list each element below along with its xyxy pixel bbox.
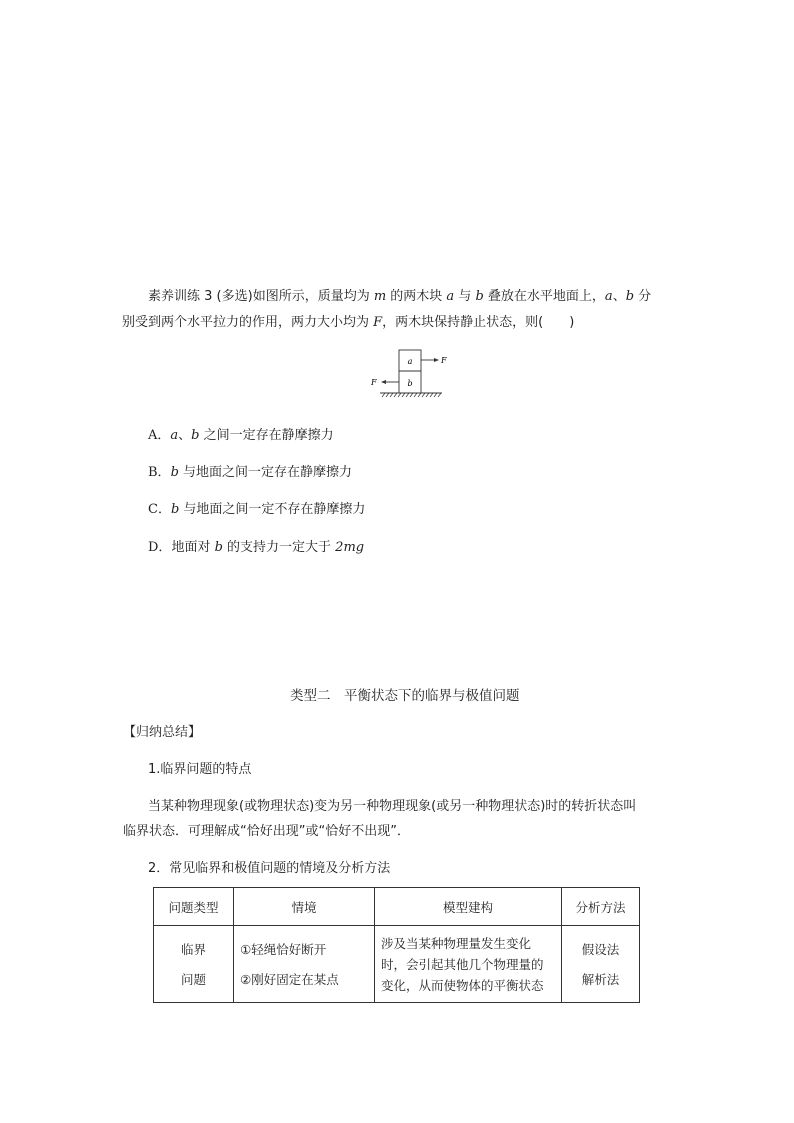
problem-line-1 — [148, 285, 651, 304]
force-left-arrowhead — [381, 380, 386, 384]
problem-label: 素养训练 3 — [148, 289, 213, 304]
problem-text: 别受到两个水平拉力的作用，两力大小均为 — [122, 315, 374, 330]
var-m: m — [373, 289, 387, 304]
subheading-2: 2．常见临界和极值问题的情境及分析方法 — [148, 861, 391, 876]
var-a: a — [446, 289, 455, 304]
model-text: 涉及当某种物理量发生变化时，会引起其他几个物理量的变化，从而使物体的平衡状态 — [381, 935, 544, 993]
method-item: 解析法 — [581, 972, 620, 987]
stacked-blocks-figure — [366, 348, 456, 404]
table-header-row — [154, 888, 640, 926]
option-c — [148, 498, 365, 517]
scene-item: ②刚好固定在某点 — [240, 972, 339, 987]
ground-hatch — [380, 393, 442, 397]
problem-text: 与 — [454, 289, 476, 304]
var-F: F — [373, 315, 383, 330]
header-cell: 问题类型 — [154, 888, 234, 926]
subheading-1: 1.临界问题的特点 — [148, 762, 252, 777]
problem-text: 分 — [634, 289, 652, 304]
var-a: a — [604, 289, 613, 304]
paragraph-line-1: 当某种物理现象(或物理状态)变为另一种物理现象(或另一种物理状态)时的转折状态叫 — [148, 799, 637, 814]
model-cell — [375, 926, 562, 1003]
summary-heading: 【归纳总结】 — [123, 725, 202, 740]
problem-text: 的两木块 — [386, 289, 447, 304]
header-cell: 情境 — [234, 888, 375, 926]
header-cell: 模型建构 — [375, 888, 562, 926]
var-b: b — [170, 502, 180, 517]
option-prefix: C． — [148, 502, 171, 517]
section-title: 类型二 平衡状态下的临界与极值问题 — [290, 688, 520, 704]
option-text: 与地面之间一定存在静摩擦力 — [178, 465, 353, 480]
force-right-label: F — [441, 356, 447, 365]
type-line: 临界 — [180, 942, 206, 957]
separator: 、 — [612, 289, 626, 304]
option-prefix: D． — [148, 540, 172, 555]
value-2mg: 2mg — [335, 540, 365, 555]
var-b: b — [625, 289, 635, 304]
var-b: b — [214, 540, 223, 555]
option-d — [148, 536, 364, 555]
option-prefix: A． — [148, 428, 171, 443]
var-a: a — [170, 428, 179, 443]
block-b-label: b — [407, 379, 413, 388]
var-b: b — [475, 289, 484, 304]
problem-text: (多选)如图所示，质量均为 — [216, 289, 374, 304]
option-prefix: B． — [148, 465, 171, 480]
option-text: 与地面之间一定不存在静摩擦力 — [179, 502, 366, 517]
option-text: 的支持力一定大于 — [222, 540, 336, 555]
force-left-label: F — [371, 378, 377, 387]
type-line: 问题 — [180, 972, 206, 987]
option-a — [148, 424, 334, 443]
paragraph-line-2: 临界状态．可理解成“恰好出现”或“恰好不出现”． — [123, 824, 410, 839]
option-b — [148, 461, 352, 480]
block-a-label: a — [407, 357, 413, 366]
scene-cell — [234, 926, 375, 1003]
scene-item: ①轻绳恰好断开 — [240, 942, 327, 957]
force-right-arrowhead — [434, 358, 439, 362]
var-b: b — [170, 465, 179, 480]
option-text: 之间一定存在静摩擦力 — [199, 428, 334, 443]
method-cell — [562, 926, 640, 1003]
problem-text: ，两木块保持静止状态，则( ) — [382, 315, 575, 330]
header-cell: 分析方法 — [562, 888, 640, 926]
table-row — [154, 926, 640, 1003]
var-b: b — [191, 428, 200, 443]
type-cell — [154, 926, 234, 1003]
problem-text: 叠放在水平地面上， — [483, 289, 605, 304]
method-item: 假设法 — [581, 942, 620, 957]
problem-line-2 — [122, 311, 574, 330]
option-text: 地面对 — [171, 540, 215, 555]
separator: 、 — [178, 428, 192, 443]
critical-problems-table — [153, 887, 640, 1003]
